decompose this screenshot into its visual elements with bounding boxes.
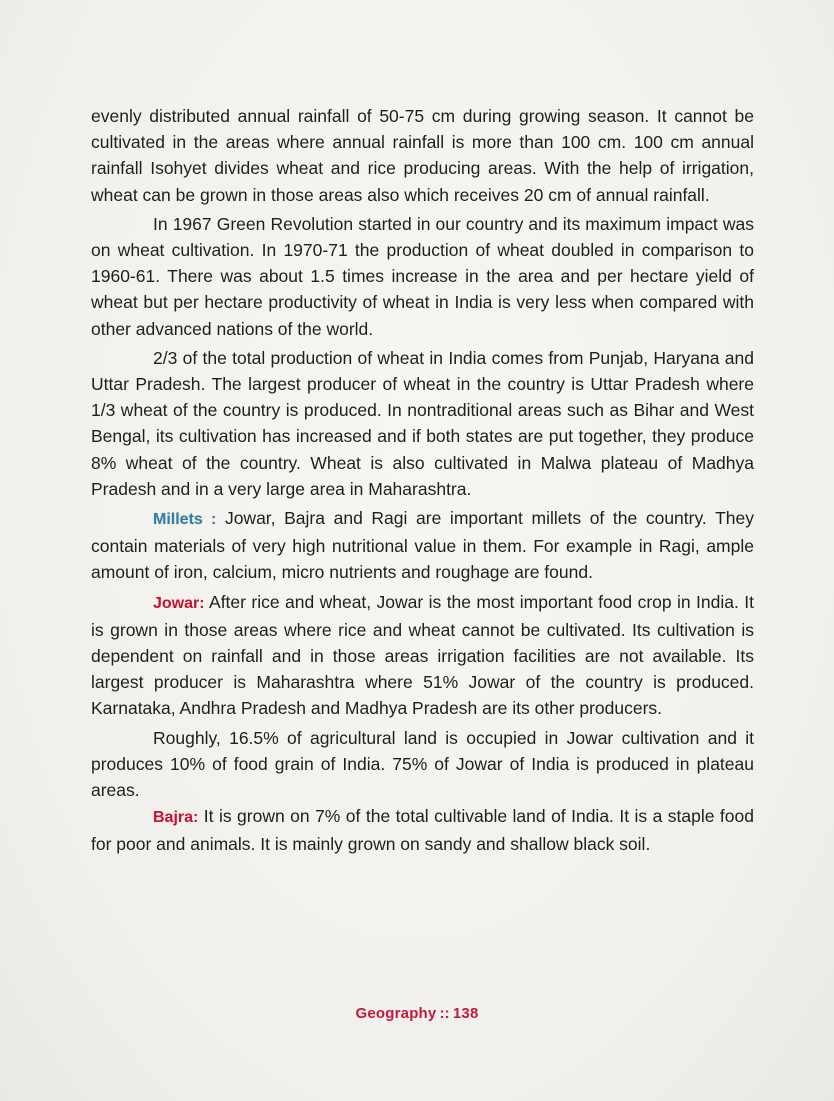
paragraph-bajra	[91, 803, 754, 857]
footer-subject: Geography	[355, 1005, 437, 1022]
body-text	[91, 103, 754, 858]
paragraph-jowar-share: Roughly, 16.5% of agricultural land is occupied in Jowar cultivation and it produces 10% of food grain of India. 75% of Jowar of India is produced in plateau areas.	[91, 727, 754, 801]
jowar-text: After rice and wheat, Jowar is the most important food crop in India. It is grown in those areas where rice and wheat cannot be cultivated. Its cultivation is dependent on rainfall and in those areas irrigation facilities are not available. Its largest producer is Maharashtra where 51% Jowar of the country is produced. Karnataka, Andhra Pradesh and Madhya Pradesh are its other producers.	[91, 591, 754, 719]
paragraph-millets	[91, 505, 754, 586]
paragraph-wheat-producers: 2/3 of the total production of wheat in India comes from Punjab, Haryana and Uttar Pradesh. The largest producer of wheat in the country is Uttar Pradesh where 1/3 wheat of the country is produced. In nontraditional areas such as Bihar and West Bengal, its cultivation has increased and if both states are put together, they produce 8% wheat of the country. Wheat is also cultivated in Malwa plateau of Madhya Pradesh and in a very large area in Maharashtra.	[91, 347, 754, 499]
footer-separator: ::	[439, 1005, 450, 1022]
paragraph-jowar	[91, 589, 754, 722]
millets-text: Jowar, Bajra and Ragi are important millets of the country. They contain materials of very high nutritional value in them. For example in Ragi, ample amount of iron, calcium, micro nutrients and roughage are found.	[91, 508, 754, 583]
millets-heading: Millets :	[153, 511, 217, 529]
paragraph-green-revolution: In 1967 Green Revolution started in our country and its maximum impact was on wheat cultivation. In 1970-71 the production of wheat doubled in comparison to 1960-61. There was about 1.5 times increase in the area and per hectare yield of wheat but per hectare productivity of wheat in India is very less when compared with other advanced nations of the world.	[91, 213, 754, 339]
jowar-heading: Jowar:	[153, 594, 205, 612]
bajra-heading: Bajra:	[153, 809, 199, 827]
paragraph-wheat-rainfall: evenly distributed annual rainfall of 50-75 cm during growing season. It cannot be cultivated in the areas where annual rainfall is more than 100 cm. 100 cm annual rainfall Isohyet divides wheat and rice producing areas. With the help of irrigation, wheat can be grown in those areas also which receives 20 cm of annual rainfall.	[91, 106, 754, 205]
page-footer	[0, 1005, 834, 1022]
page-number: 138	[452, 1005, 479, 1022]
bajra-text: It is grown on 7% of the total cultivable land of India. It is a staple food for poor and animals. It is mainly grown on sandy and shallow black soil.	[91, 806, 754, 855]
